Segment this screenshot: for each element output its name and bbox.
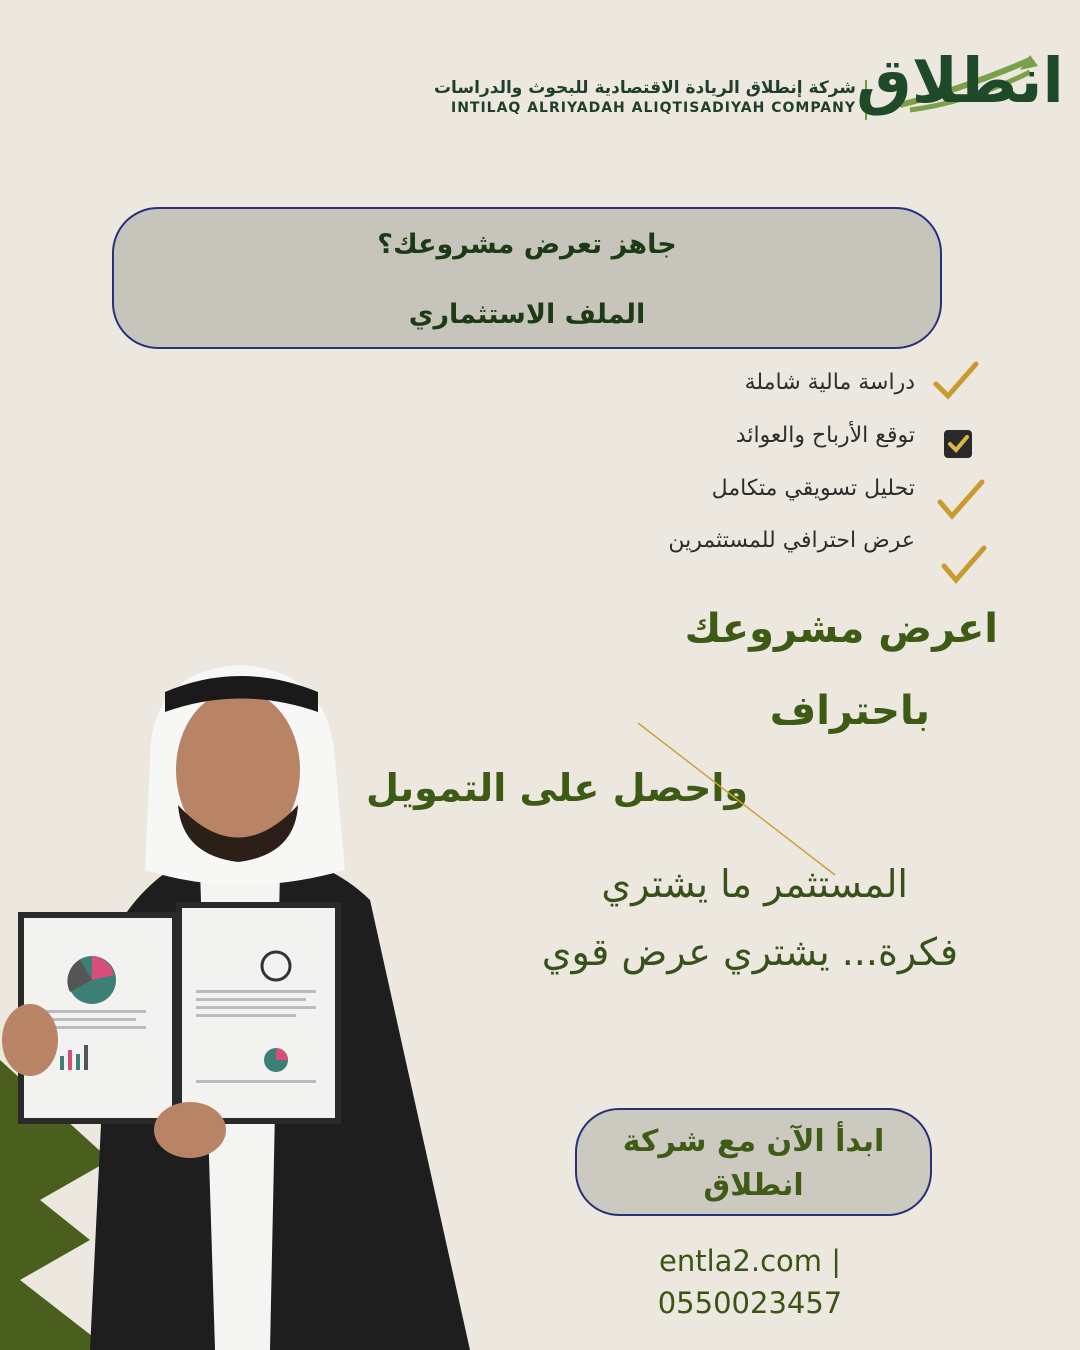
gold-check-icon [936,478,984,522]
headline-line-3: واحصل على التمويل [365,766,748,810]
website-link[interactable]: entla2.com | [658,1244,841,1278]
ready-question: جاهز تعرض مشروعك؟ [377,229,677,260]
start-now-button[interactable] [575,1108,932,1216]
headline-line-2: باحتراف [769,688,930,734]
company-logo [856,10,1064,130]
company-name-english: INTILAQ ALRIYADAH ALIQTISADIYAH COMPANY [450,100,856,116]
slogan-line-2: فكرة... يشتري عرض قوي [541,930,958,974]
cta-line-2: انطلاق [703,1168,804,1203]
investment-file-title: الملف الاستثماري [408,299,646,330]
gold-check-icon [940,542,988,586]
logo-text: انطلاق [856,44,1064,117]
headline-line-1: اعرض مشروعك [684,606,998,652]
checkbox-checked-icon [942,428,974,460]
slogan-line-1: المستثمر ما يشتري [601,862,908,906]
check-item-marketing: تحليل تسويقي متكامل [711,476,915,501]
check-item-financial: دراسة مالية شاملة [744,370,915,395]
decorative-line [630,715,850,885]
investment-file-box [112,207,942,349]
company-name-arabic: شركة إنطلاق الريادة الاقتصادية للبحوث والدراسات [433,78,856,98]
gold-check-icon [932,360,980,404]
man-holding-report-image [0,640,480,1350]
phone-number[interactable]: 0550023457 [657,1286,843,1320]
check-item-presentation: عرض احترافي للمستثمرين [668,528,915,553]
cta-line-1: ابدأ الآن مع شركة [622,1124,885,1159]
check-item-profits: توقع الأرباح والعوائد [735,423,915,448]
